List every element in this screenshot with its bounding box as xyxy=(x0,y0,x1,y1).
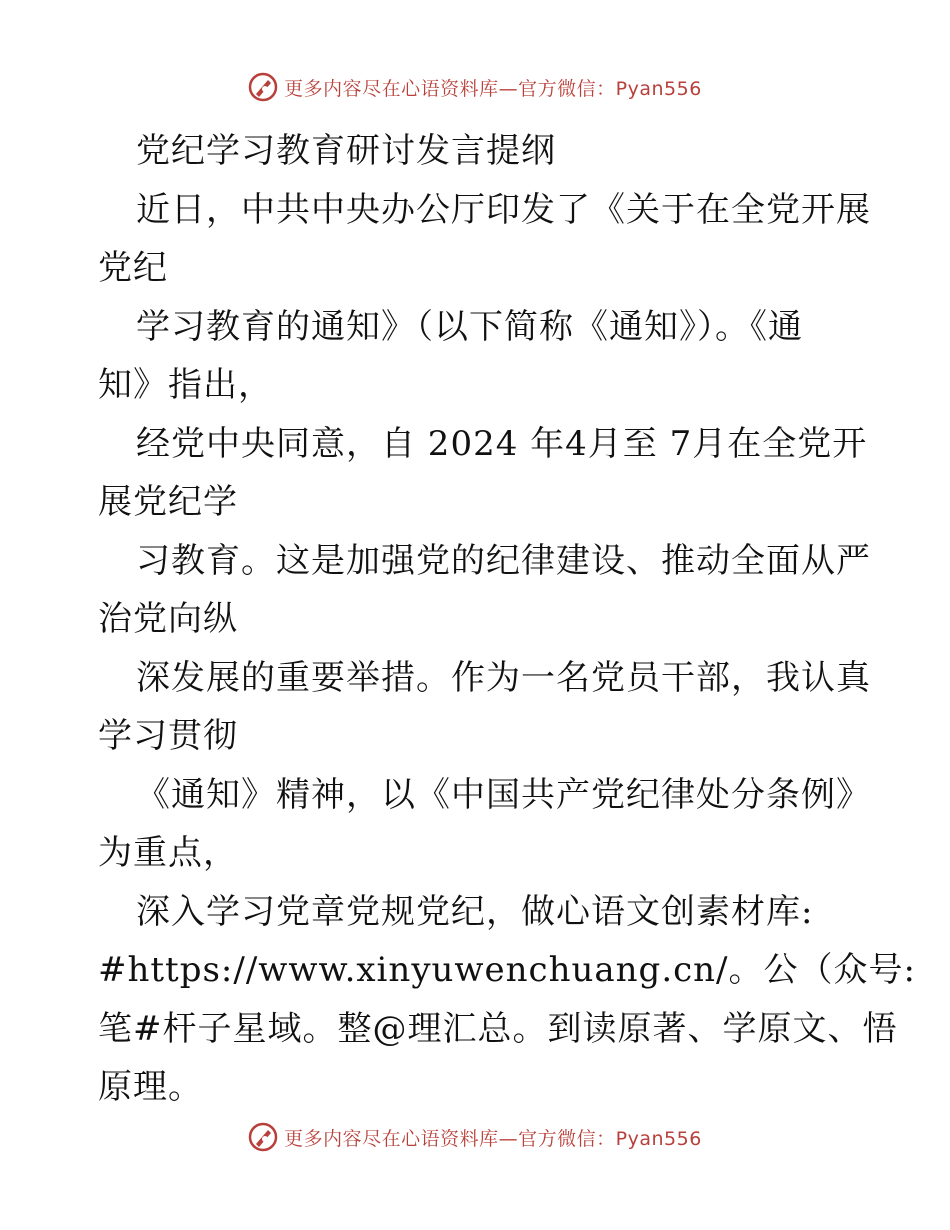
paragraph-line: 治党向纵 xyxy=(98,599,238,639)
paragraph-line: #https://www.xinyuwenchuang.cn/。公（众号: xyxy=(98,950,916,990)
paragraph-line: 习教育。这是加强党的纪律建设、推动全面从严 xyxy=(136,540,871,581)
document-body xyxy=(98,122,916,1117)
paragraph-line: 经党中央同意，自 2024 年4月至 7月在全党开 xyxy=(136,423,868,464)
pen-logo-icon xyxy=(248,72,278,102)
paragraph-line: 展党纪学 xyxy=(98,482,238,522)
paragraph-line: 《通知》精神，以《中国共产党纪律处分条例》 xyxy=(136,774,871,815)
pen-logo-icon xyxy=(248,1122,278,1152)
paragraph-line: 学习贯彻 xyxy=(98,716,238,756)
paragraph-line: 原理。 xyxy=(98,1067,203,1107)
paragraph-line: 笔#杆子星域。整@理汇总。到读原著、学原文、悟 xyxy=(98,1008,898,1049)
paragraph-line: 近日，中共中央办公厅印发了《关于在全党开展 xyxy=(136,189,871,230)
paragraph-line: 党纪 xyxy=(98,248,168,288)
paragraph-line: 深入学习党章党规党纪，做心语文创素材库: xyxy=(136,891,814,932)
paragraph-line: 深发展的重要举措。作为一名党员干部，我认真 xyxy=(136,657,871,698)
document-title: 党纪学习教育研讨发言提纲 xyxy=(136,131,556,171)
paragraph-line: 为重点， xyxy=(98,833,238,873)
paragraph-line: 知》指出， xyxy=(98,365,273,405)
header-banner-text: 更多内容尽在心语资料库—官方微信：Pyan556 xyxy=(284,77,702,100)
paragraph-line: 学习教育的通知》（以下简称《通知》）。《通 xyxy=(136,306,803,347)
page-header-banner xyxy=(0,72,950,102)
footer-banner-text: 更多内容尽在心语资料库—官方微信：Pyan556 xyxy=(284,1127,702,1150)
page-footer-banner xyxy=(0,1122,950,1152)
